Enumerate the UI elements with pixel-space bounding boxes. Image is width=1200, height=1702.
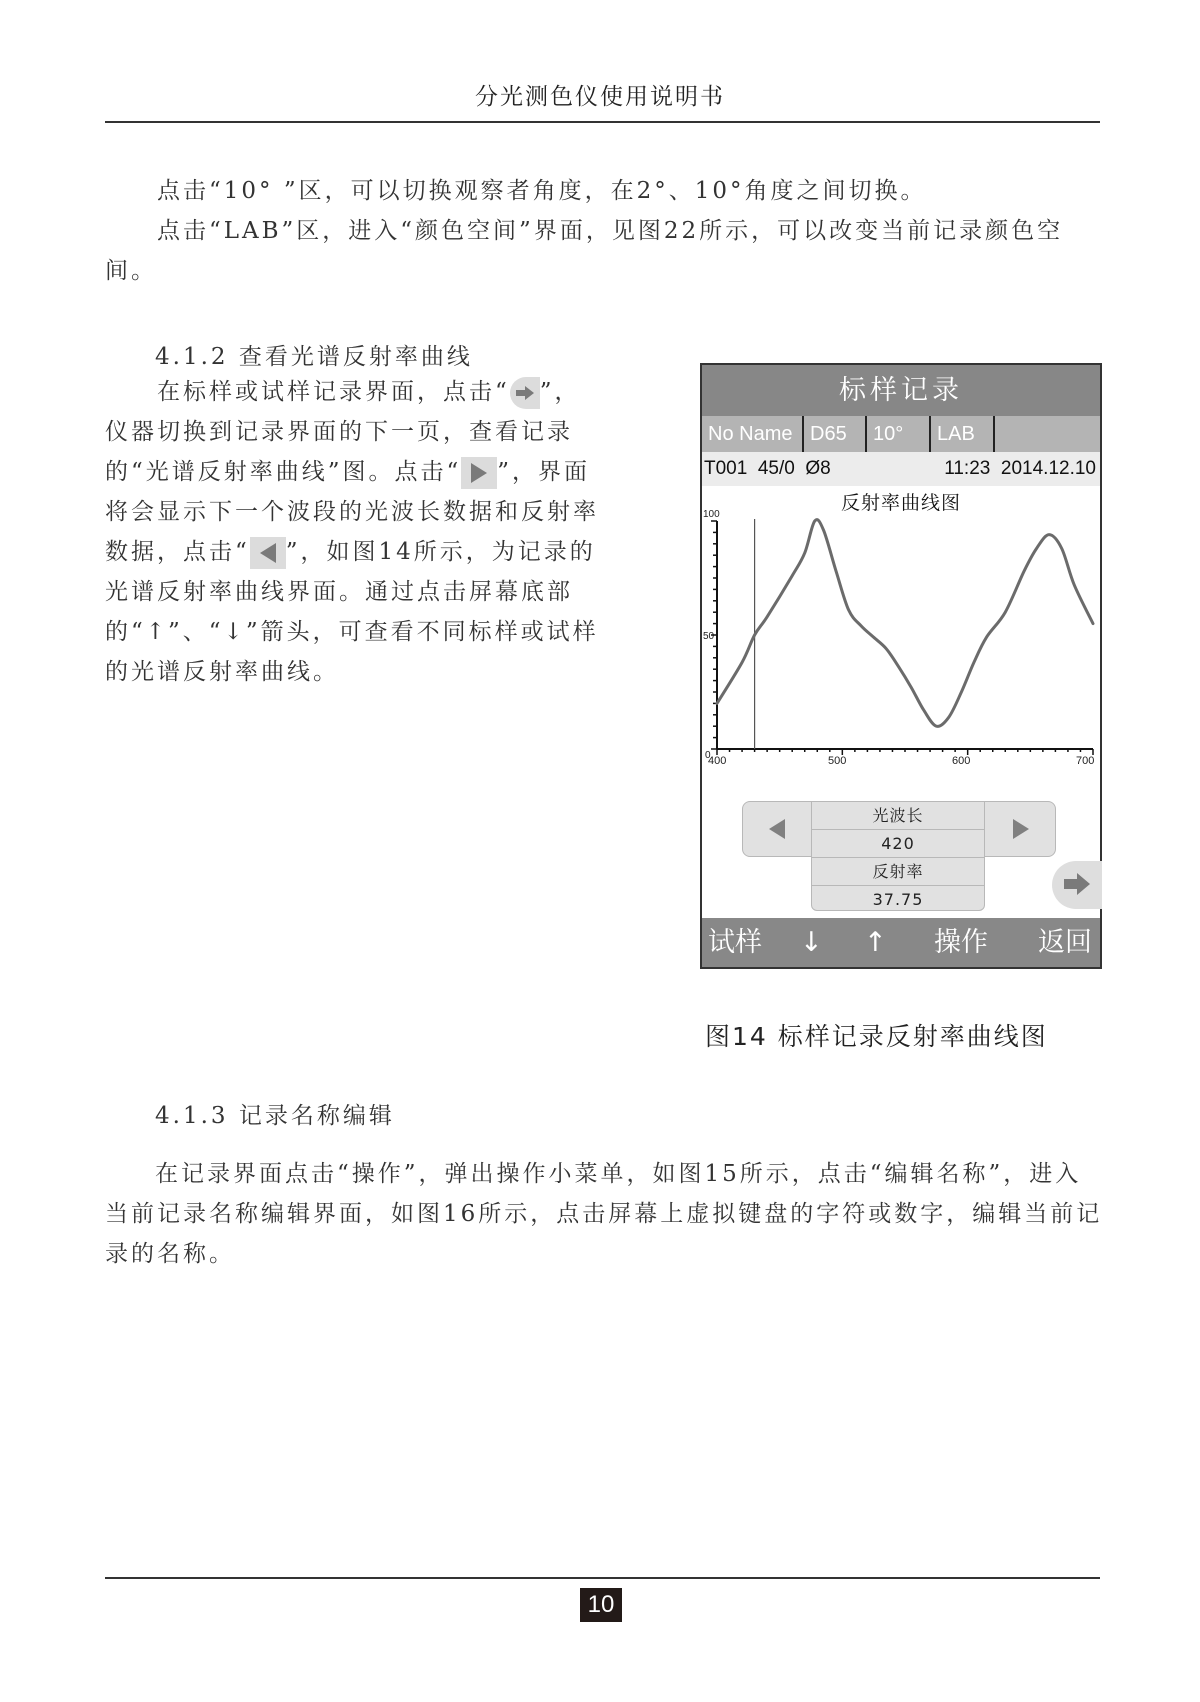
- wavelength-value: 420: [812, 830, 984, 858]
- x-tick-label-600: 600: [952, 755, 971, 767]
- down-arrow-button[interactable]: ↓: [800, 927, 823, 958]
- triangle-right-icon: [1013, 819, 1029, 839]
- y-tick-label-50: 50: [703, 631, 715, 642]
- section-4-1-2-body: [105, 372, 605, 692]
- header-rule: [105, 121, 1100, 123]
- reflectance-value: 37.75: [872, 890, 924, 909]
- page-number: 10: [580, 1588, 622, 1622]
- back-button[interactable]: 返回: [1038, 927, 1092, 958]
- record-id: T001 45/0 Ø8: [704, 458, 831, 479]
- section-4-1-2-title: 4.1.2 查看光谱反射率曲线: [155, 344, 473, 370]
- reflectance-label: 反射率: [812, 858, 984, 886]
- triangle-left-icon: [769, 819, 785, 839]
- prev-wavelength-button[interactable]: [743, 802, 811, 856]
- operate-button[interactable]: 操作: [934, 927, 988, 958]
- record-settings-bar: [702, 416, 1100, 452]
- body-text: ”，界面将会显示下一个波段的光波长数据和反射率数据，点击“: [105, 459, 599, 565]
- body-text: ”，如图14所示，为记录的光谱反射率曲线界面。通过点击屏幕底部的“↑”、“↓”箭头，可查看不同标样或试样的光谱反射率曲线。: [105, 539, 599, 685]
- tab-color-space[interactable]: LAB: [931, 416, 995, 452]
- section-4-1-3-title: 4.1.3 记录名称编辑: [155, 1103, 395, 1129]
- x-tick-label-500: 500: [828, 755, 847, 767]
- chart-title: 反射率曲线图: [840, 492, 961, 514]
- triangle-left-icon: [250, 537, 286, 569]
- footer-rule: [105, 1577, 1100, 1579]
- wavelength-label: 光波长: [812, 802, 984, 830]
- x-tick-label-700: 700: [1076, 755, 1095, 767]
- section-4-1-3-body: 在记录界面点击“操作”，弹出操作小菜单，如图15所示，点击“编辑名称”，进入当前记录名称编辑界面，如图16所示，点击屏幕上虚拟键盘的字符或数字，编辑当前记录的名称。: [105, 1161, 1103, 1267]
- arrow-right-icon: [510, 377, 540, 409]
- y-tick-label-0: 0: [705, 750, 711, 761]
- reflectance-curve: [717, 520, 1093, 727]
- triangle-right-icon: [461, 457, 497, 489]
- document-header-title: 分光测色仪使用说明书: [475, 84, 725, 110]
- up-arrow-button[interactable]: ↑: [864, 927, 887, 958]
- tab-record-name[interactable]: No Name: [702, 416, 804, 452]
- record-timestamp: 11:23 2014.12.10: [944, 458, 1096, 479]
- next-page-button[interactable]: [1052, 861, 1102, 909]
- x-tick-label-400: 400: [708, 755, 727, 767]
- arrow-right-icon: [1064, 873, 1090, 895]
- body-text: ”，仪器切换到记录界面的下一页，查看记录的“光谱反射率曲线”图。点击“: [105, 379, 581, 485]
- tab-illuminant[interactable]: D65: [804, 416, 867, 452]
- screen-footer-bar: [702, 918, 1100, 967]
- intro-paragraph-2: 点击“LAB”区，进入“颜色空间”界面，见图22所示，可以改变当前记录颜色空间。: [105, 218, 1064, 284]
- screen-title: 标样记录: [702, 365, 1100, 416]
- figure-caption: 图14 标样记录反射率曲线图: [705, 1022, 1048, 1051]
- device-screen: [700, 363, 1102, 969]
- body-text: 在标样或试样记录界面，点击“: [105, 379, 510, 405]
- sample-button[interactable]: 试样: [708, 927, 762, 958]
- next-wavelength-button[interactable]: [987, 802, 1055, 856]
- record-info-bar: [702, 452, 1100, 486]
- tab-observer-angle[interactable]: 10°: [867, 416, 931, 452]
- tab-empty: [995, 416, 1100, 452]
- wavelength-readout: [811, 801, 985, 911]
- intro-paragraph-1: 点击“10° ”区，可以切换观察者角度，在2°、10°角度之间切换。: [105, 178, 927, 204]
- y-tick-label-100: 100: [703, 509, 720, 520]
